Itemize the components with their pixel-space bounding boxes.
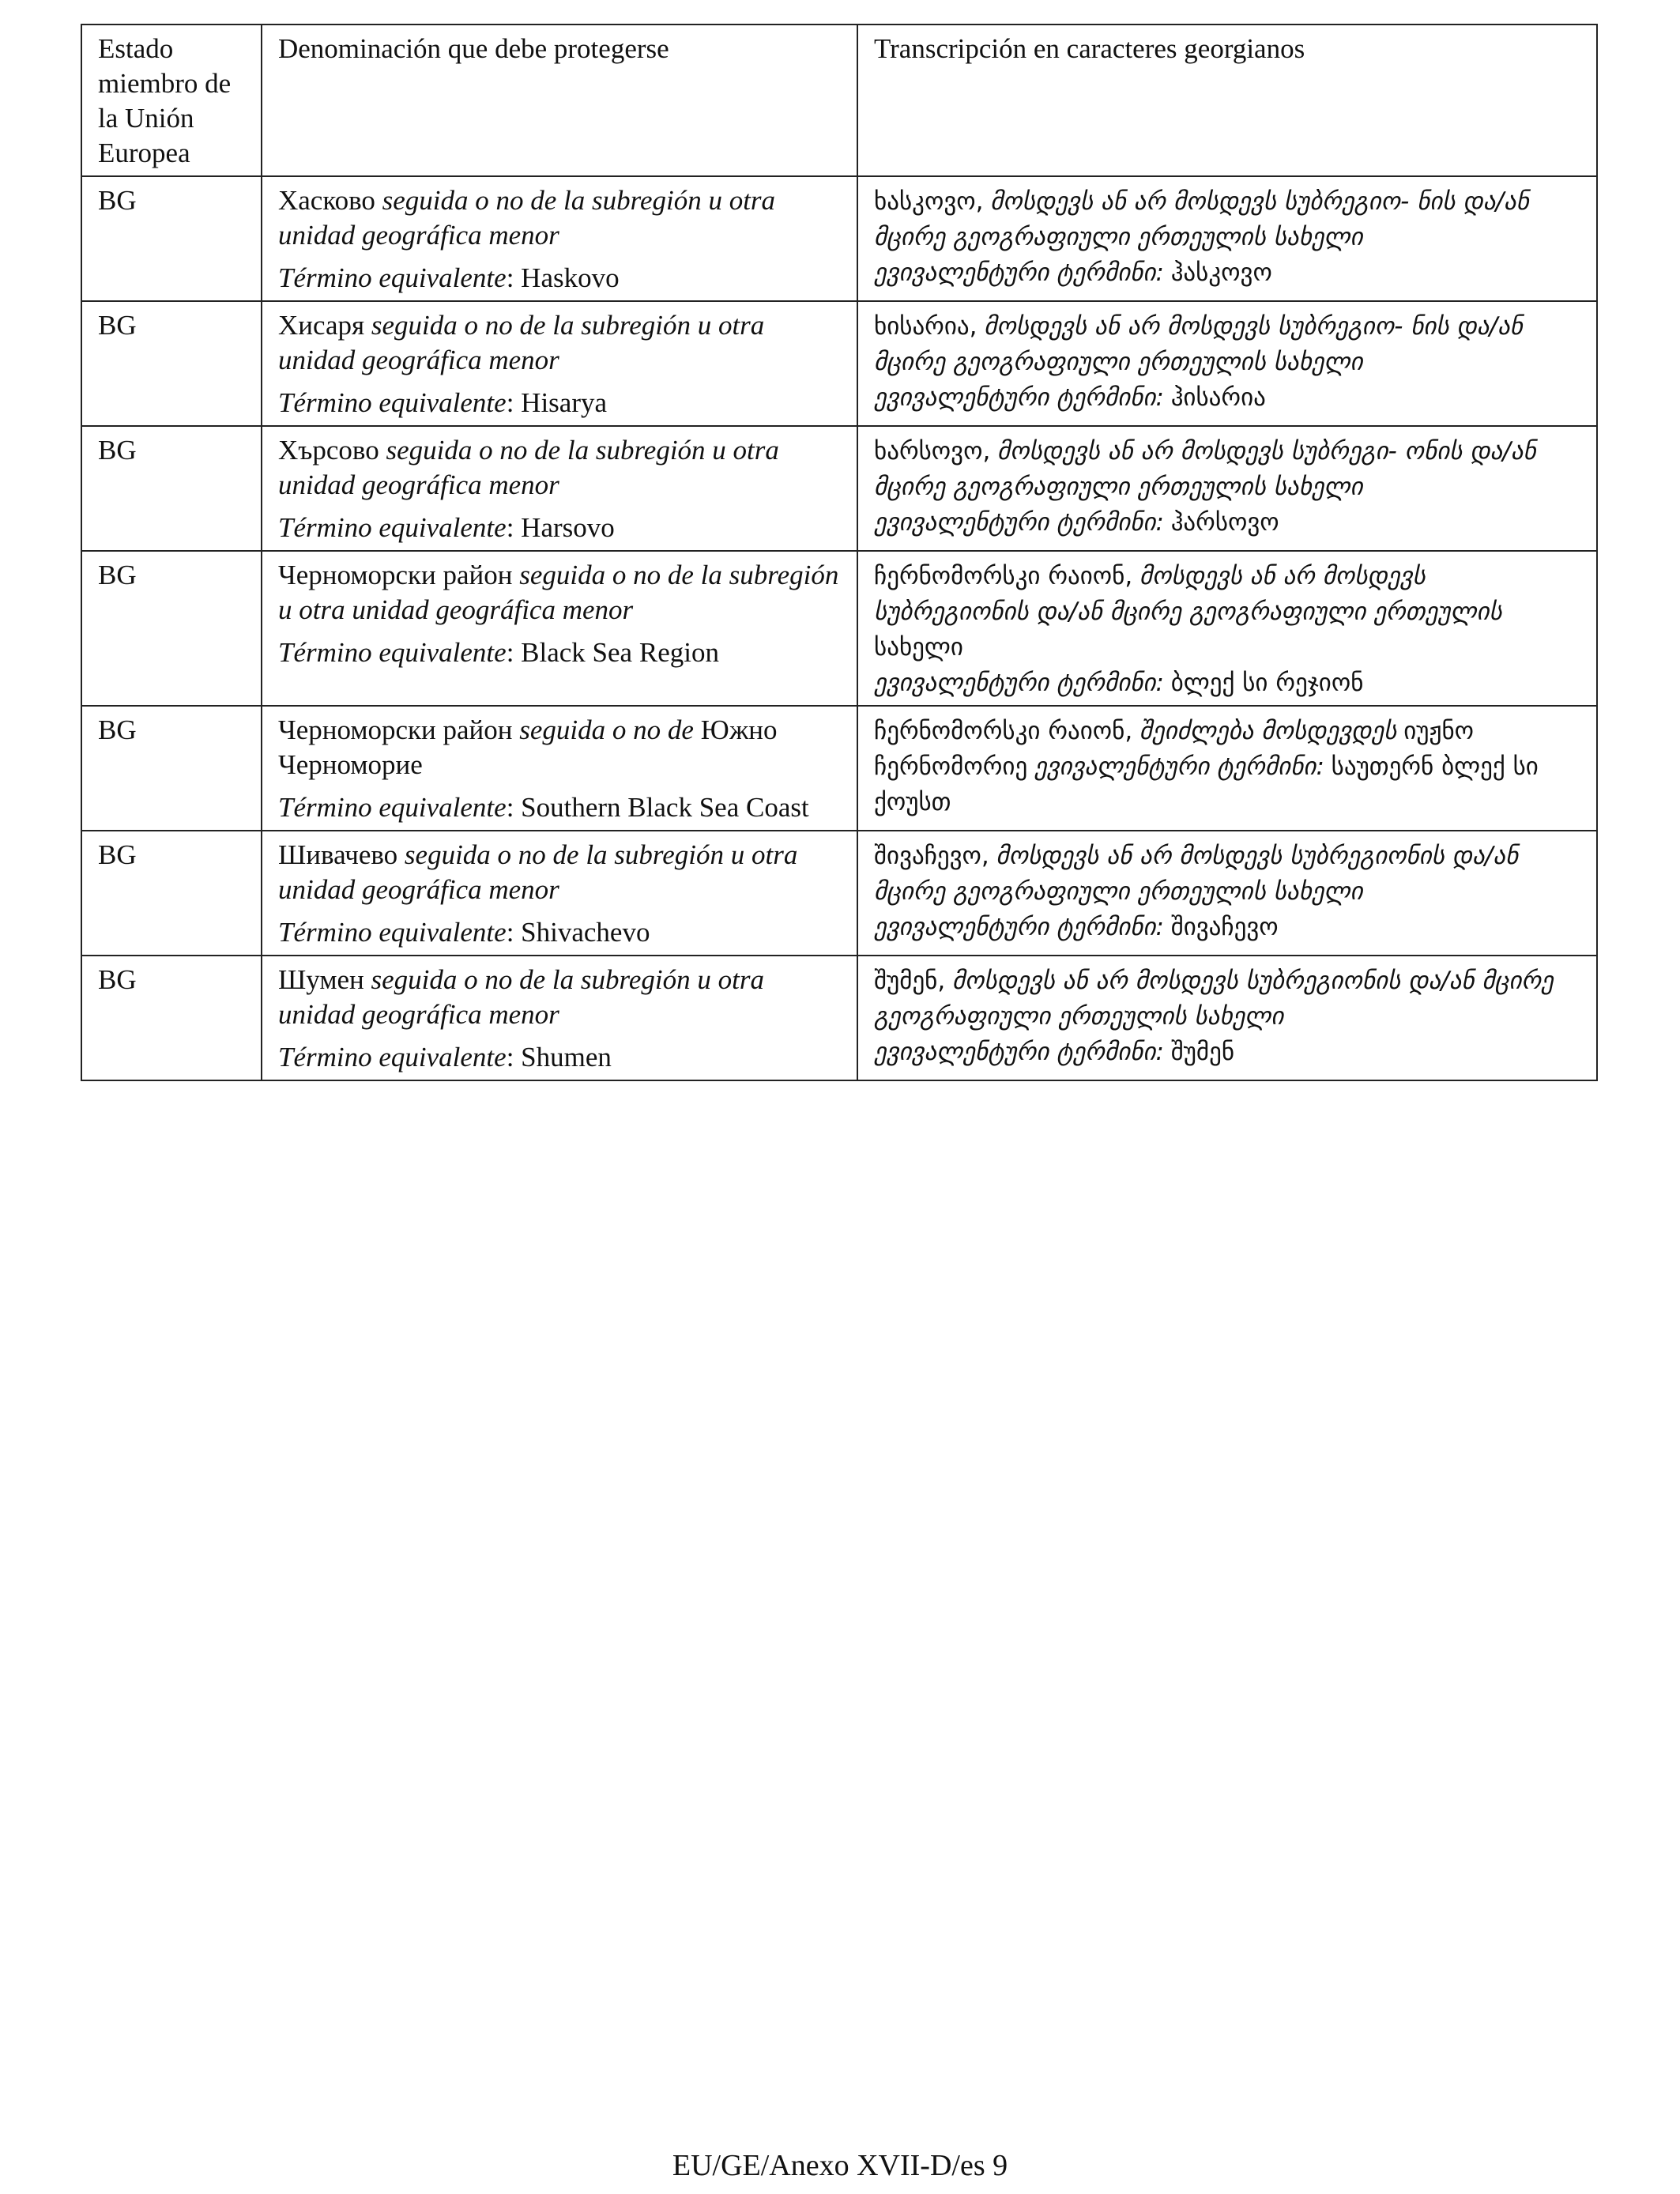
- geo-equivalent: [874, 254, 1582, 290]
- geo-main: ხარსოვო,: [874, 437, 991, 466]
- equivalent-term: [278, 915, 842, 950]
- equivalent-term: [278, 790, 842, 825]
- geo-name: [874, 308, 1582, 379]
- eq-label: Término equivalente: [278, 262, 507, 293]
- header-state-line: miembro de: [98, 68, 232, 99]
- geo-eq-label: ევივალენტური ტერმინი:: [874, 913, 1164, 941]
- name-main: Шумен: [278, 964, 364, 995]
- equivalent-term: [278, 1040, 842, 1075]
- geo-eq-label: ევივალენტური ტერმინი:: [1034, 752, 1324, 781]
- geo-note: შეიძლება მოსდევდეს: [1139, 717, 1397, 745]
- state-cell: BG: [81, 706, 262, 831]
- transcription-cell: [857, 956, 1597, 1080]
- geo-eq-label: ევივალენტური ტერმინი:: [874, 508, 1164, 537]
- eq-colon: :: [506, 1042, 514, 1072]
- geo-main: ხასკოვო,: [874, 187, 984, 216]
- name-cell: [262, 956, 857, 1080]
- protected-name: [278, 183, 842, 253]
- name-note: seguida o no de la subregión u otra unidad geográfica menor: [278, 185, 776, 251]
- eq-label: Término equivalente: [278, 1042, 507, 1072]
- name-main: Хърсово: [278, 435, 379, 466]
- name-main: Хасково: [278, 185, 375, 216]
- geo-eq-label: ევივალენტური ტერმინი:: [874, 258, 1164, 287]
- geo-eq-value: შუმენ: [1170, 1038, 1235, 1066]
- geo-equivalent: [874, 379, 1582, 415]
- table-row: [81, 956, 1597, 1080]
- state-cell: BG: [81, 176, 262, 301]
- protected-name: [278, 433, 842, 503]
- geo-eq-label: ევივალენტური ტერმინი:: [874, 669, 1164, 697]
- geo-note: მოსდევს ან არ მოსდევს სუბრეგიონის და/ან მცირე გეოგრაფიული ერთეულის სახელი: [874, 967, 1554, 1031]
- geo-equivalent: [874, 665, 1582, 700]
- equivalent-term: [278, 635, 842, 670]
- geo-eq-value: ჰისარია: [1170, 383, 1266, 412]
- geo-eq-value: ჰასკოვო: [1170, 258, 1272, 287]
- geo-main: ჩერნომორსკი რაიონ,: [874, 562, 1133, 590]
- eq-label: Término equivalente: [278, 512, 507, 543]
- protected-name: [278, 558, 842, 628]
- eq-value: Southern Black Sea Coast: [521, 792, 809, 823]
- protected-name: [278, 308, 842, 378]
- table-row: [81, 831, 1597, 956]
- name-note: seguida o no de la subregión u otra unidad geográfica menor: [278, 839, 798, 905]
- geo-eq-label: ევივალენტური ტერმინი:: [874, 383, 1164, 412]
- annex-table: [81, 24, 1598, 1081]
- transcription-cell: [857, 551, 1597, 706]
- protected-name: [278, 963, 842, 1032]
- eq-colon: :: [506, 792, 514, 823]
- geo-eq-value: ბლექ სი რეჯიონ: [1170, 669, 1364, 697]
- name-main: Хисаря: [278, 310, 365, 341]
- name-note: seguida o no de la subregión u otra unidad geográfica menor: [278, 560, 839, 625]
- protected-name: [278, 838, 842, 907]
- header-name: Denominación que debe protegerse: [262, 25, 857, 176]
- geo-name: [874, 183, 1582, 254]
- transcription-cell: [857, 831, 1597, 956]
- equivalent-term: [278, 261, 842, 296]
- geo-eq-label: ევივალენტური ტერმინი:: [874, 1038, 1164, 1066]
- transcription-cell: [857, 706, 1597, 831]
- eq-value: Hisarya: [521, 387, 608, 418]
- equivalent-term: [278, 386, 842, 420]
- geo-eq-value: შივაჩევო: [1170, 913, 1279, 941]
- header-row: [81, 25, 1597, 176]
- geo-note: მოსდევს ან არ მოსდევს სუბრეგი- ონის და/ან მცირე გეოგრაფიული ერთეულის სახელი: [874, 437, 1536, 501]
- name-note: seguida o no de la subregión u otra unidad geográfica menor: [278, 964, 764, 1030]
- name-note: seguida o no de: [519, 714, 694, 745]
- geo-note: მოსდევს ან არ მოსდევს სუბრეგიონის და/ან მცირე გეოგრაფიული ერთეულის სახელი: [874, 842, 1519, 906]
- geo-eq-value: საუთერნ ბლექ სი ქოუსთ: [874, 752, 1539, 816]
- eq-label: Término equivalente: [278, 387, 507, 418]
- geo-equivalent: [874, 909, 1582, 944]
- name-cell: [262, 831, 857, 956]
- geo-note: მოსდევს ან არ მოსდევს სუბრეგიონის და/ან მცირე გეოგრაფიული ერთეულის: [874, 562, 1502, 626]
- eq-colon: :: [506, 512, 514, 543]
- table-row: [81, 551, 1597, 706]
- geo-main: შივაჩევო,: [874, 842, 989, 870]
- geo-note: მოსდევს ან არ მოსდევს სუბრეგიო- ნის და/ან მცირე გეოგრაფიული ერთეულის სახელი: [874, 312, 1524, 376]
- header-state-line: la Unión: [98, 103, 194, 134]
- name-cell: [262, 301, 857, 426]
- header-transcription: Transcripción en caracteres georgianos: [857, 25, 1597, 176]
- geo-name: [874, 963, 1582, 1034]
- header-state-line: Estado: [98, 33, 174, 64]
- table-row: [81, 176, 1597, 301]
- geo-name: [874, 433, 1582, 504]
- eq-value: Black Sea Region: [521, 637, 719, 668]
- state-cell: BG: [81, 426, 262, 551]
- geo-note: მოსდევს ან არ მოსდევს სუბრეგიო- ნის და/ან მცირე გეოგრაფიული ერთეულის სახელი: [874, 187, 1529, 251]
- eq-value: Shivachevo: [521, 917, 650, 948]
- geo-name: [874, 558, 1582, 665]
- name-main: Черноморски район: [278, 560, 513, 590]
- table-row: [81, 426, 1597, 551]
- eq-colon: :: [506, 262, 514, 293]
- geo-name: [874, 713, 1582, 820]
- name-tail: Южно Черноморие: [278, 714, 778, 780]
- geo-tail: იუჟნო ჩერნომორიე: [874, 717, 1475, 781]
- name-main: Черноморски район: [278, 714, 513, 745]
- eq-colon: :: [506, 637, 514, 668]
- name-cell: [262, 551, 857, 706]
- eq-label: Término equivalente: [278, 917, 507, 948]
- table-row: [81, 706, 1597, 831]
- state-cell: BG: [81, 301, 262, 426]
- name-cell: [262, 426, 857, 551]
- eq-value: Haskovo: [521, 262, 620, 293]
- page-footer: EU/GE/Anexo XVII-D/es 9: [672, 2149, 1008, 2182]
- geo-equivalent: [874, 504, 1582, 540]
- geo-note-tail: სახელი: [874, 633, 963, 662]
- eq-colon: :: [506, 387, 514, 418]
- name-cell: [262, 706, 857, 831]
- geo-main: ხისარია,: [874, 312, 977, 341]
- geo-eq-value: ჰარსოვო: [1170, 508, 1279, 537]
- eq-value: Harsovo: [521, 512, 615, 543]
- name-note: seguida o no de la subregión u otra unidad geográfica menor: [278, 435, 779, 500]
- equivalent-term: [278, 511, 842, 545]
- state-cell: BG: [81, 831, 262, 956]
- name-cell: [262, 176, 857, 301]
- state-cell: BG: [81, 551, 262, 706]
- transcription-cell: [857, 426, 1597, 551]
- geo-equivalent: [874, 1034, 1582, 1069]
- name-note: seguida o no de la subregión u otra unidad geográfica menor: [278, 310, 765, 375]
- protected-name: [278, 713, 842, 782]
- header-state-line: Europea: [98, 138, 190, 168]
- geo-main: შუმენ,: [874, 967, 946, 995]
- state-cell: BG: [81, 956, 262, 1080]
- table-row: [81, 301, 1597, 426]
- geo-main: ჩერნომორსკი რაიონ,: [874, 717, 1133, 745]
- eq-value: Shumen: [521, 1042, 612, 1072]
- eq-label: Término equivalente: [278, 792, 507, 823]
- name-main: Шивачево: [278, 839, 398, 870]
- geo-name: [874, 838, 1582, 909]
- eq-colon: :: [506, 917, 514, 948]
- transcription-cell: [857, 176, 1597, 301]
- transcription-cell: [857, 301, 1597, 426]
- eq-label: Término equivalente: [278, 637, 507, 668]
- header-state: [81, 25, 262, 176]
